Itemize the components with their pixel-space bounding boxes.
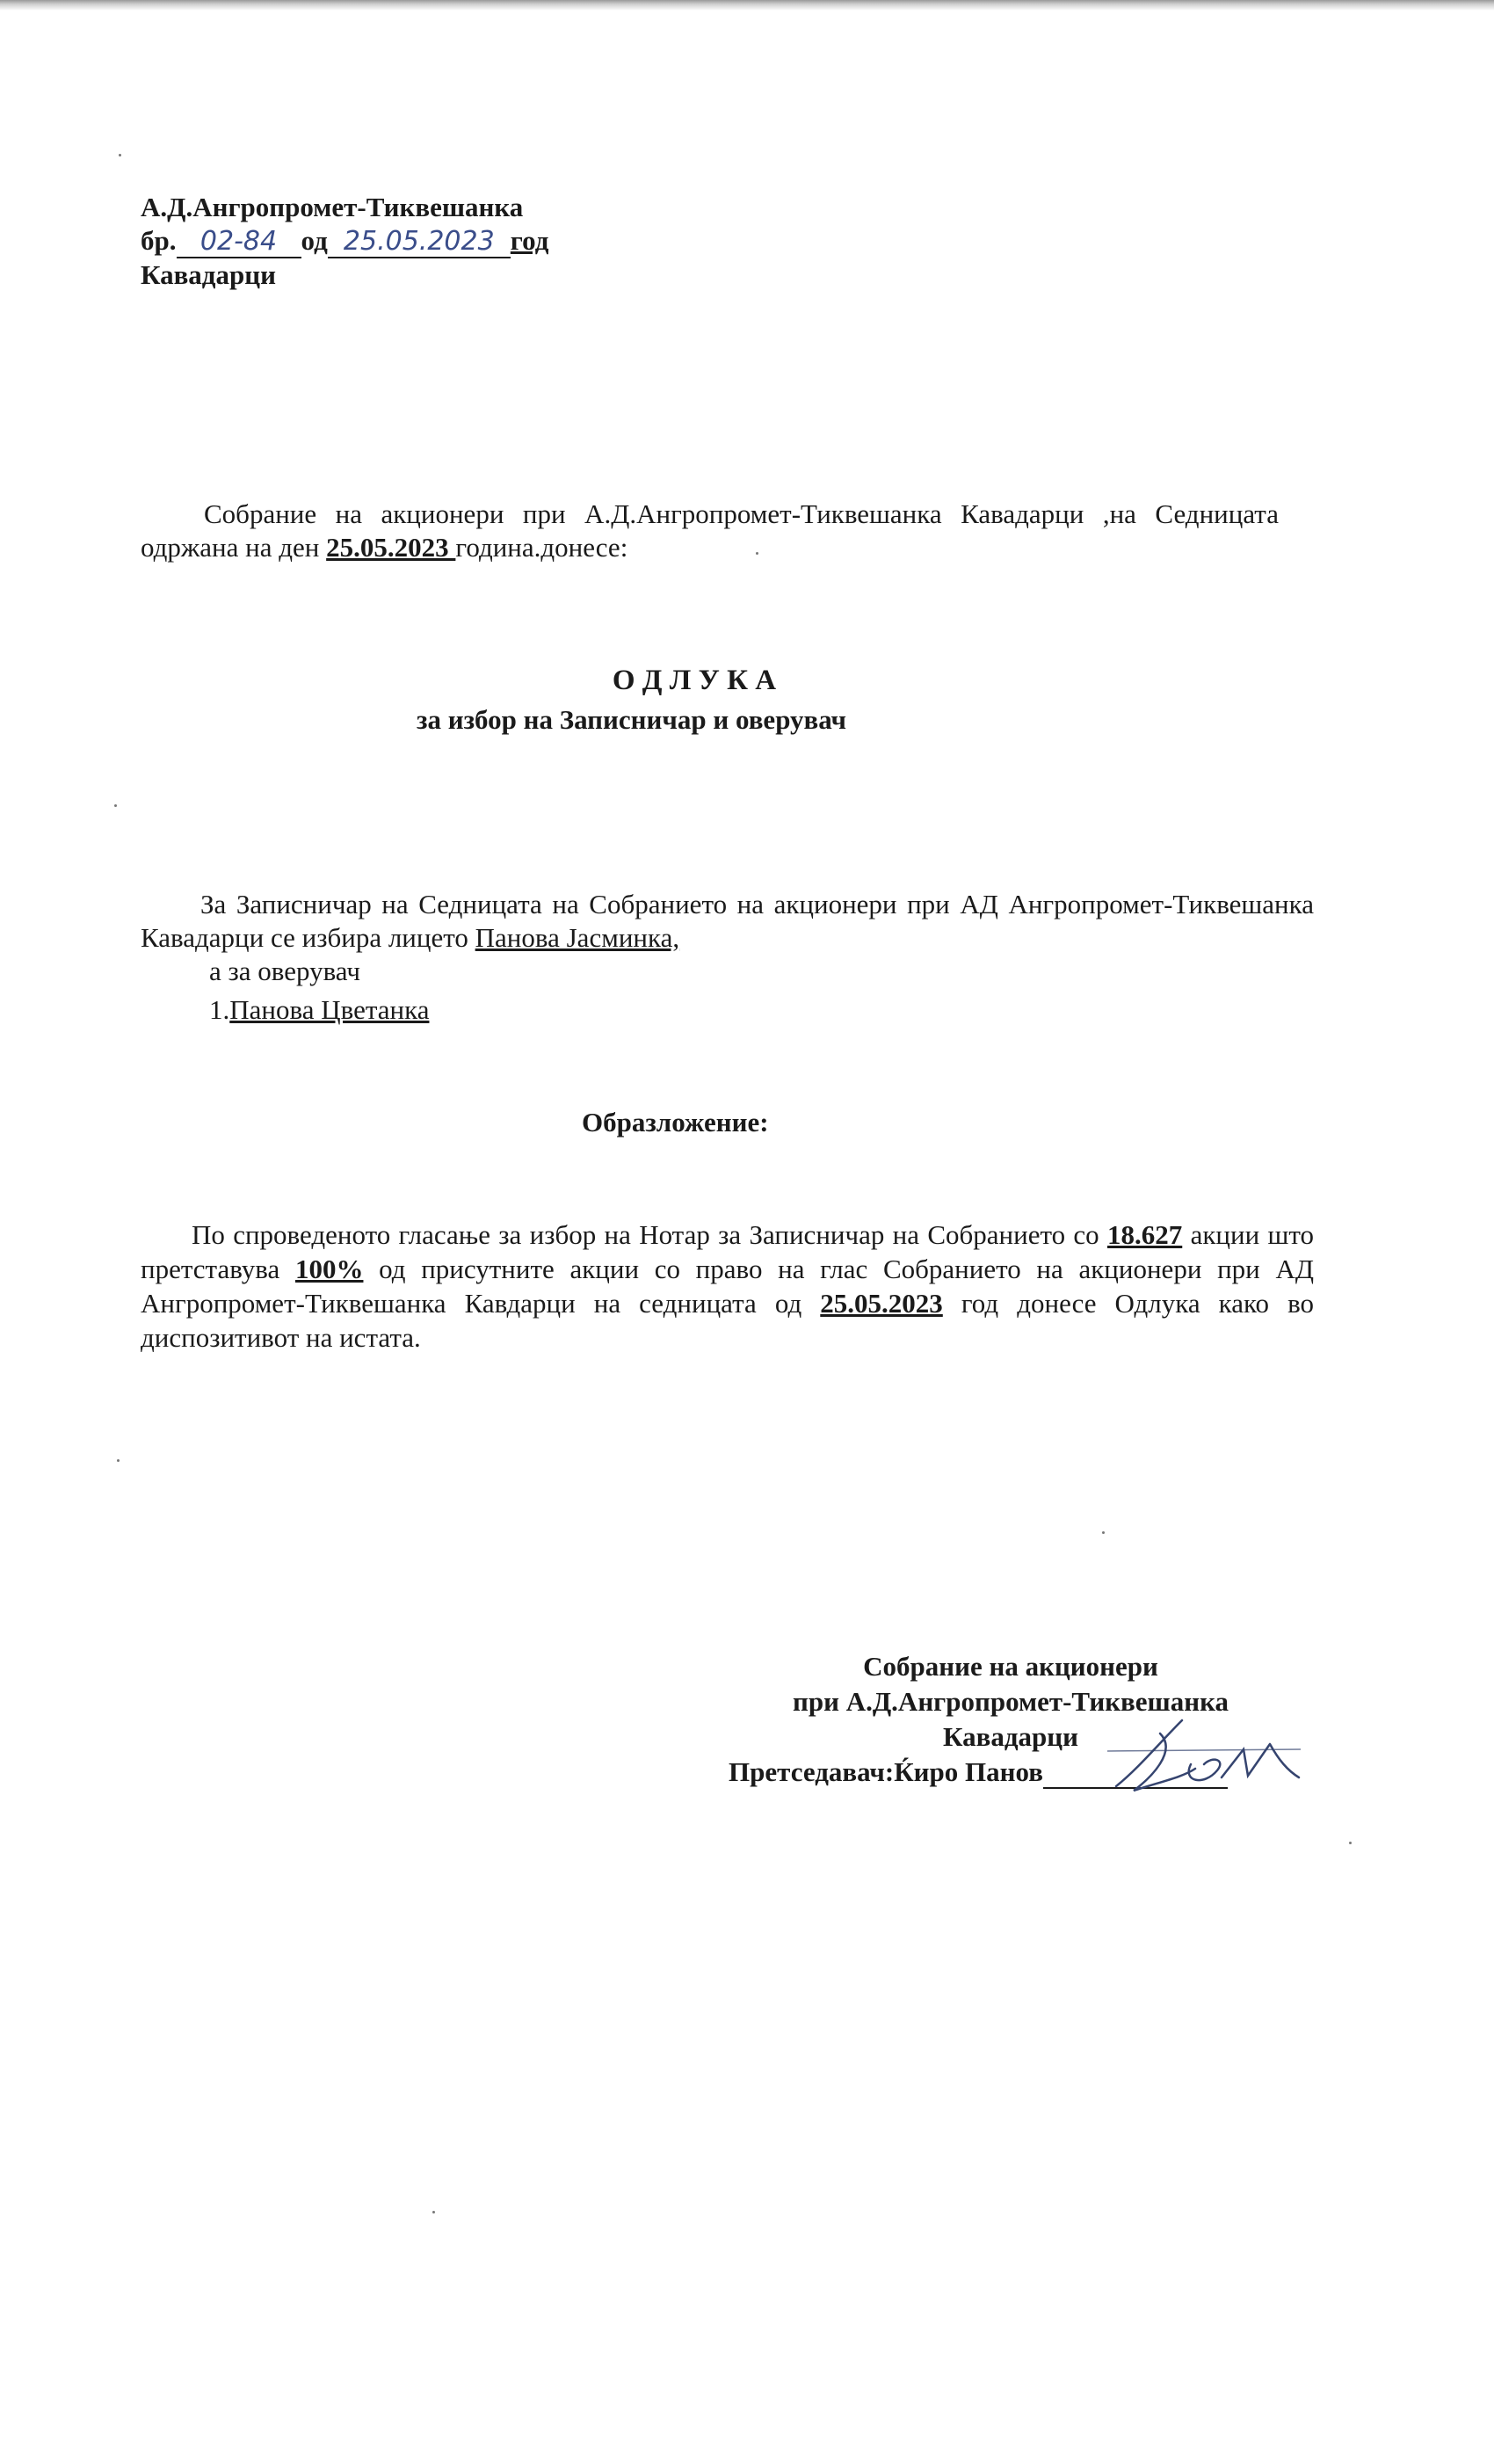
signature-stroke — [1116, 1720, 1299, 1791]
chair-label: Претседавач:Ќиро Панов — [729, 1756, 1043, 1787]
explanation-text-part4: год донесе Одлука како во диспозитивот на истата. — [141, 1288, 1314, 1353]
explanation-date: 25.05.2023 — [820, 1288, 943, 1319]
company-name: А.Д.Ангропромет-Тиквешанка — [141, 192, 524, 222]
explanation-text-part3: од присутните акции со право на глас Собранието на акционери при АД Ангропромет-Тиквешанка Кавдарци на седницата од — [141, 1254, 1314, 1319]
handwritten-number: 02-84 — [177, 227, 301, 258]
scan-speck — [432, 2211, 435, 2213]
signature-strike — [1107, 1749, 1301, 1751]
signature-line-city: Кавадарци — [943, 1721, 1078, 1752]
document-header — [141, 191, 756, 292]
intro-paragraph — [141, 498, 1279, 564]
shares-count: 18.627 — [1107, 1219, 1183, 1250]
verifier-line — [209, 993, 736, 1027]
verifier-name: Панова Цветанка — [229, 994, 430, 1025]
verifier-number: 1. — [209, 994, 230, 1025]
number-prefix: бр. — [141, 225, 177, 256]
decision-body-text: За Записничар на Седницата на Собранието на акционери при АД Ангропромет-Тиквешанка Кавадарци се избира лицето — [141, 889, 1314, 953]
date-suffix: год — [510, 225, 549, 256]
explanation-text-part2: акции што претставува — [141, 1219, 1314, 1284]
scan-speck — [117, 1459, 120, 1462]
verifier-intro: а за оверувач — [209, 956, 360, 986]
scan-speck — [114, 804, 117, 807]
scan-top-edge — [0, 0, 1494, 11]
registration-line — [141, 224, 756, 258]
scan-speck — [119, 154, 121, 156]
city-name: Кавадарци — [141, 259, 276, 290]
handwritten-signature — [1099, 1716, 1309, 1804]
decision-title: О Д Л У К А — [612, 665, 777, 696]
intro-text-part1: Собрание на акционери при А.Д.Ангропромет-Тиквешанка Кавадарци ,на Седницата одржана на ден — [141, 498, 1279, 563]
handwritten-date: 25.05.2023 — [328, 227, 511, 258]
decision-body-paragraph — [141, 888, 1314, 955]
recorder-name: Панова Јасминка, — [475, 922, 680, 953]
meeting-date: 25.05.2023 — [326, 532, 456, 563]
shares-percent: 100% — [294, 1254, 364, 1284]
scan-speck — [1102, 1531, 1105, 1534]
explanation-text-part1: По спроведеното гласање за избор на Нотар за Записничар на Собранието со — [192, 1219, 1108, 1250]
explanation-paragraph — [141, 1217, 1314, 1355]
signature-line-assembly: Собрание на акционери — [863, 1651, 1158, 1682]
intro-text-part2: година.донесе: — [455, 532, 628, 563]
date-prefix: од — [301, 225, 328, 256]
decision-subtitle: за избор на Записничар и оверувач — [417, 704, 847, 735]
signature-line-company: при А.Д.Ангропромет-Тиквешанка — [793, 1686, 1229, 1717]
explanation-title: Образложение: — [582, 1107, 769, 1138]
scan-speck — [1349, 1842, 1352, 1844]
